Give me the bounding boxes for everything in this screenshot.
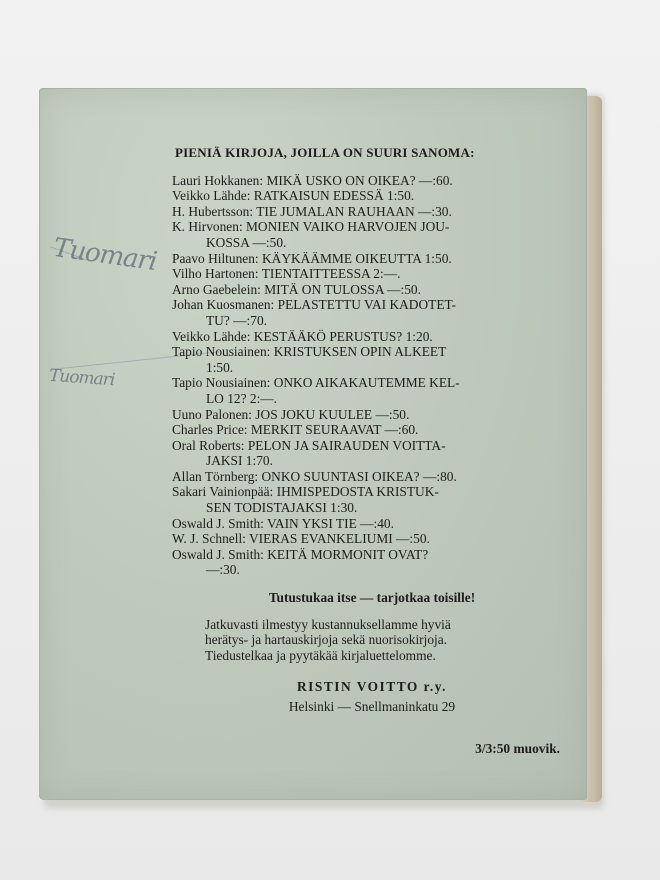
book-entry [172,438,572,469]
book-entry [172,251,572,267]
book-entry-line: Oswald J. Smith: KEITÄ MORMONIT OVAT? [172,546,429,562]
book-entry-line: H. Hubertsson: TIE JUMALAN RAUHAAN —:30. [172,203,452,219]
book-entry [172,422,572,438]
slogan: Tutustukaa itse — tarjotkaa toisille! [268,590,476,606]
book-entry-line: Oral Roberts: PELON JA SAIRAUDEN VOITTA- [172,437,446,453]
book-entry [172,531,572,547]
book-entry-continuation: TU? —:70. [206,312,267,328]
publisher-address: Helsinki — Snellmaninkatu 29 [288,699,456,714]
book-entry [172,329,572,345]
book-entry [172,266,572,282]
book-entry-line: Charles Price: MERKIT SEURAAVAT —:60. [172,422,419,438]
book-entry-line: Sakari Vainionpää: IHMISPEDOSTA KRISTUK- [172,484,439,500]
list-heading: PIENIÄ KIRJOJA, JOILLA ON SUURI SANOMA: [175,145,475,160]
book-entry-line: Johan Kuosmanen: PELASTETTU VAI KADOTET- [172,297,456,313]
book-entry-continuation: —:30. [206,562,240,578]
cover-text [172,145,572,756]
book-back-cover [39,88,587,800]
book-entry-continuation: KOSSA —:50. [206,234,287,250]
book-entry-line: Arno Gaebelein: MITÄ ON TULOSSA —:50. [172,281,421,297]
book-entry-line: W. J. Schnell: VIERAS EVANKELIUMI —:50. [172,531,430,547]
book-entry-line: K. Hirvonen: MONIEN VAIKO HARVOJEN JOU- [172,219,450,235]
blurb-line: Jatkuvasti ilmestyy kustannuksellamme hyviä [205,616,451,632]
book-entry-line: Veikko Lähde: KESTÄÄKÖ PERUSTUS? 1:20. [172,328,433,344]
book-entry [172,282,572,298]
book-entry-continuation: SEN TODISTAJAKSI 1:30. [206,500,358,516]
book-entry-continuation: JAKSI 1:70. [206,453,273,469]
book-entry [172,188,572,204]
handwritten-note: Tuomari [51,232,159,278]
book-entry [172,547,572,578]
book-entry [172,375,572,406]
book-entry-line: Tapio Nousiainen: ONKO AIKAKAUTEMME KEL- [172,375,460,391]
book-entry [172,219,572,250]
book-entry-line: Paavo Hiltunen: KÄYKÄÄMME OIKEUTTA 1:50. [172,250,452,266]
book-entry [172,484,572,515]
book-entry [172,173,572,189]
book-entry [172,204,572,220]
book-entry-line: Lauri Hokkanen: MIKÄ USKO ON OIKEA? —:60. [172,172,453,188]
book-entry-line: Uuno Palonen: JOS JOKU KUULEE —:50. [172,406,410,422]
book-entry-line: Allan Törnberg: ONKO SUUNTASI OIKEA? —:80. [172,468,457,484]
blurb-line: herätys- ja hartauskirjoja sekä nuorisokirjoja. [205,632,448,648]
book-entry [172,469,572,485]
book-entry [172,407,572,423]
book-entry-line: Veikko Lähde: RATKAISUN EDESSÄ 1:50. [172,188,415,204]
book-entry-line: Oswald J. Smith: VAIN YKSI TIE —:40. [172,515,394,531]
handwritten-note: Tuomari [48,365,115,391]
publisher-blurb [205,617,572,664]
book-entry-line: Vilho Hartonen: TIENTAITTEESSA 2:—. [172,266,401,282]
price-label: 3/3:50 muovik. [475,740,560,756]
publisher-name: RISTIN VOITTO r.y. [296,679,448,695]
book-entry [172,516,572,532]
book-entry [172,297,572,328]
book-list [172,173,572,578]
book-entry [172,344,572,375]
book-entry-continuation: 1:50. [206,359,234,375]
book-entry-continuation: LO 12? 2:—. [206,390,278,406]
blurb-line: Tiedustelkaa ja pyytäkää kirjaluettelomme. [205,647,436,663]
book-entry-line: Tapio Nousiainen: KRISTUKSEN OPIN ALKEET [172,344,447,360]
